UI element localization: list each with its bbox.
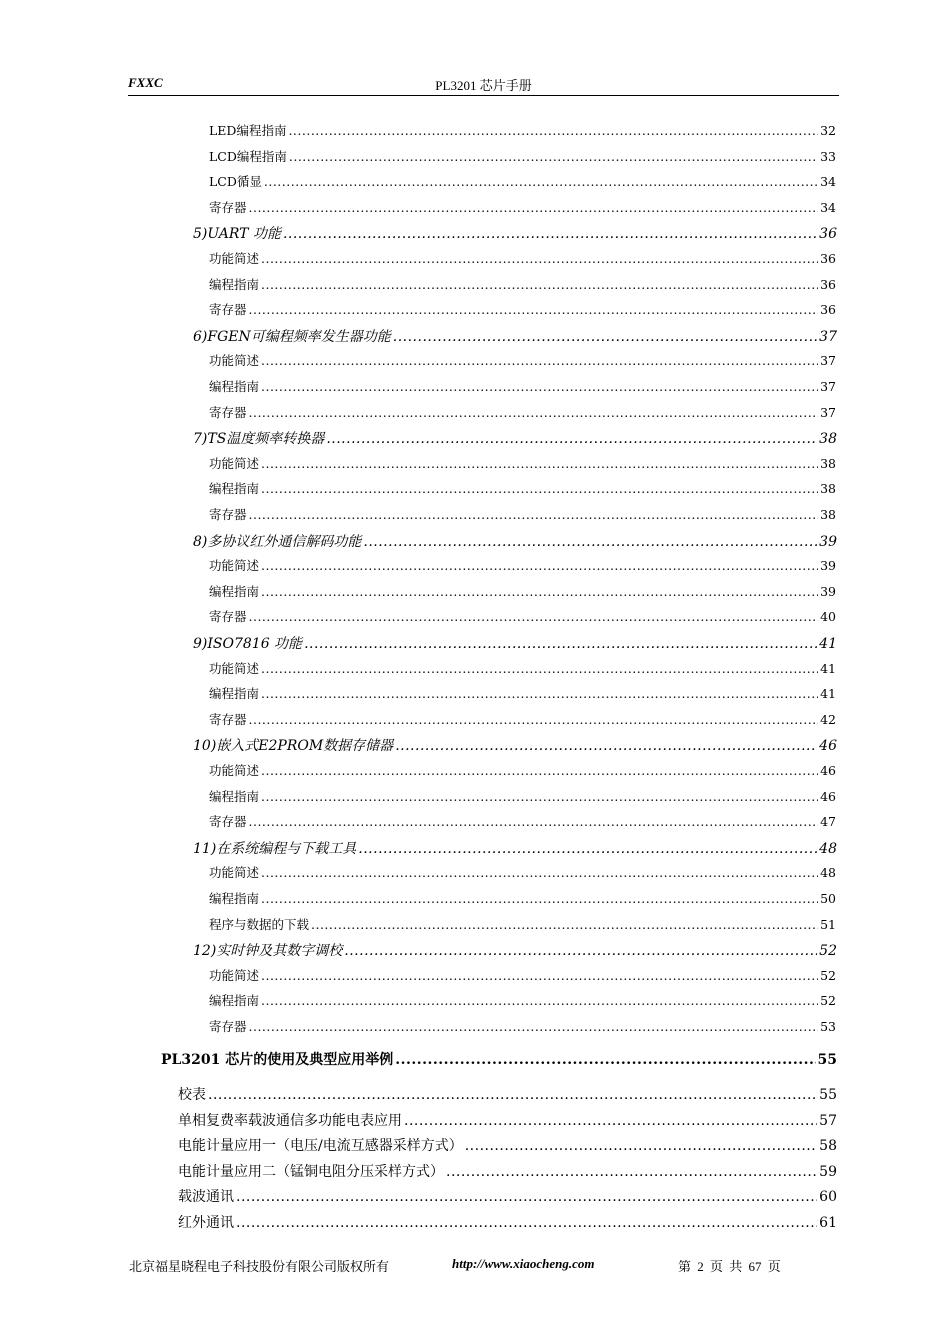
toc-entry-page: 34 (820, 174, 836, 190)
company-logo: FXXC (128, 75, 163, 90)
toc-entry[interactable] (193, 326, 837, 346)
toc-entry-label: 电能计量应用一（电压/电流互感器采样方式） (178, 1138, 463, 1155)
toc-entry-page: 59 (819, 1163, 837, 1180)
toc-entry[interactable] (209, 966, 836, 984)
dot-leader (261, 993, 818, 1008)
dot-leader (249, 1019, 819, 1034)
toc-entry[interactable] (209, 172, 836, 190)
toc-entry[interactable] (209, 659, 836, 677)
dot-leader (249, 712, 819, 727)
dot-leader (261, 584, 818, 599)
dot-leader (261, 481, 818, 496)
dot-leader (261, 763, 818, 778)
toc-entry-page: 48 (820, 865, 836, 881)
toc-entry[interactable] (209, 479, 836, 497)
toc-entry-page: 55 (819, 1087, 837, 1103)
toc-entry-number: 10) (193, 738, 217, 755)
toc-entry-label: 编程指南 (209, 583, 260, 599)
dot-leader (446, 1164, 817, 1180)
page-header (128, 75, 839, 96)
toc-entry-label: 载波通讯 (178, 1189, 234, 1206)
dot-leader (404, 1113, 817, 1129)
toc-entry[interactable] (209, 787, 836, 805)
copyright-notice: 北京福星晓程电子科技股份有限公司版权所有 (129, 1259, 390, 1274)
toc-entry-label: LCD循显 (209, 174, 262, 190)
dot-leader (261, 865, 818, 880)
toc-entry-label: 寄存器 (209, 507, 247, 522)
toc-entry[interactable] (209, 607, 836, 625)
toc-entry-page: 61 (819, 1215, 837, 1231)
toc-entry[interactable] (193, 735, 837, 755)
toc-entry[interactable] (178, 1110, 837, 1130)
toc-entry-page: 37 (820, 353, 836, 369)
toc-entry-label: 寄存器 (209, 609, 247, 625)
toc-entry-label: 编程指南 (209, 481, 260, 497)
toc-entry[interactable] (209, 198, 836, 216)
toc-entry-page: 39 (819, 533, 837, 550)
toc-entry[interactable] (209, 147, 836, 165)
toc-entry-page: 42 (820, 711, 836, 727)
toc-entry[interactable] (209, 300, 836, 318)
toc-entry[interactable] (209, 761, 836, 779)
toc-entry-page: 50 (820, 891, 836, 906)
toc-entry-label: 功能简述 (209, 558, 260, 574)
dot-leader (208, 1087, 817, 1103)
toc-entry-number: 11) (193, 840, 217, 857)
toc-entry-label: 编程指南 (209, 788, 260, 804)
toc-entry-page: 46 (820, 763, 836, 778)
toc-entry-number: 9) (193, 636, 208, 652)
toc-entry-label: 实时钟及其数字调校 (216, 943, 343, 960)
toc-entry-page: 52 (820, 993, 836, 1009)
toc-entry-page: 57 (819, 1112, 837, 1129)
toc-entry[interactable] (209, 915, 836, 933)
toc-entry[interactable] (209, 889, 836, 907)
toc-entry-page: 36 (820, 251, 836, 266)
dot-leader (264, 174, 818, 189)
toc-entry-page: 38 (820, 507, 836, 522)
toc-entry-label: LED编程指南 (209, 123, 287, 138)
toc-entry-page: 33 (820, 148, 836, 164)
dot-leader (236, 1189, 817, 1205)
dot-leader (261, 251, 818, 266)
toc-entry[interactable] (209, 454, 836, 472)
toc-entry[interactable] (193, 428, 837, 448)
toc-entry[interactable] (209, 1017, 836, 1035)
toc-entry[interactable] (178, 1084, 837, 1104)
toc-entry-label: 嵌入式E2PROM数据存储器 (216, 738, 394, 755)
toc-entry-page: 32 (820, 123, 836, 138)
toc-entry[interactable] (178, 1212, 837, 1232)
toc-entry[interactable] (178, 1161, 837, 1181)
toc-entry-page: 58 (819, 1138, 837, 1155)
toc-entry-page: 52 (819, 943, 837, 960)
dot-leader (363, 534, 817, 550)
toc-entry-page: 46 (819, 738, 837, 755)
toc-entry-label: TS温度频率转换器 (207, 431, 325, 448)
toc-entry-label: 寄存器 (209, 1019, 247, 1034)
toc-entry-page: 36 (819, 226, 837, 243)
toc-entry-label: 寄存器 (209, 711, 247, 727)
toc-entry-label: 功能简述 (209, 967, 260, 983)
toc-entry-label: 单相复费率载波通信多功能电表应用 (178, 1112, 402, 1129)
toc-entry-page: 38 (819, 431, 837, 448)
page-number: 第 2 页 共 67 页 (678, 1259, 781, 1274)
toc-entry-page: 37 (820, 404, 836, 420)
toc-entry[interactable] (209, 275, 836, 293)
dot-leader (261, 353, 818, 368)
toc-entry[interactable] (209, 863, 836, 881)
dot-leader (289, 149, 818, 164)
toc-entry-label: 编程指南 (209, 276, 260, 292)
toc-entry[interactable] (209, 710, 836, 728)
toc-entry-label: 红外通讯 (178, 1215, 234, 1231)
toc-entry-number: 8) (193, 533, 208, 550)
dot-leader (311, 917, 818, 932)
toc-entry-label: 功能简述 (209, 763, 260, 778)
toc-entry-page: 47 (820, 814, 836, 830)
dot-leader (465, 1138, 817, 1154)
toc-entry-label: 功能简述 (209, 353, 260, 369)
toc-entry-label: LCD编程指南 (209, 148, 287, 164)
toc-entry-label: 电能计量应用二（锰铜电阻分压采样方式） (178, 1163, 444, 1180)
toc-entry[interactable] (209, 121, 836, 139)
dot-leader (393, 329, 817, 345)
toc-entry-page: 52 (820, 967, 836, 983)
toc-entry-page: 41 (820, 660, 836, 676)
toc-entry-label: 功能简述 (209, 660, 260, 676)
toc-entry-page: 48 (819, 840, 837, 857)
toc-entry-label: 编程指南 (209, 379, 260, 394)
toc-entry-number: 7) (193, 431, 208, 448)
document-title: PL3201 芯片手册 (435, 78, 532, 93)
toc-entry-label: PL3201 芯片的使用及典型应用举例 (161, 1052, 394, 1068)
toc-entry-page: 40 (820, 609, 836, 625)
dot-leader (395, 738, 817, 754)
toc-entry-label: FGEN可编程频率发生器功能 (207, 328, 391, 345)
toc-entry-number: 12) (193, 943, 217, 960)
toc-entry-page: 39 (820, 583, 836, 599)
dot-leader (261, 968, 818, 983)
toc-entry-page: 41 (820, 686, 836, 702)
toc-entry-label: 在系统编程与下载工具 (216, 840, 357, 857)
toc-entry[interactable] (193, 531, 837, 551)
toc-entry-page: 46 (820, 788, 836, 804)
toc-entry-page: 37 (819, 328, 837, 345)
toc-entry-label: 功能简述 (209, 455, 260, 471)
toc-entry-page: 36 (820, 302, 836, 318)
toc-entry-label: 校表 (178, 1087, 206, 1103)
toc-entry-label: ISO7816 功能 (207, 636, 303, 652)
toc-entry-page: 51 (820, 916, 836, 932)
toc-entry-number: 5) (193, 226, 208, 243)
dot-leader (288, 123, 818, 138)
toc-entry-page: 36 (820, 276, 836, 292)
toc-entry[interactable] (193, 838, 837, 858)
toc-entry-label: 编程指南 (209, 993, 260, 1009)
dot-leader (395, 1052, 815, 1068)
toc-entry-page: 41 (819, 636, 837, 652)
toc-entry-label: 寄存器 (209, 814, 247, 830)
dot-leader (249, 302, 819, 317)
dot-leader (249, 405, 819, 420)
dot-leader (261, 891, 818, 906)
dot-leader (261, 686, 818, 701)
toc-entry[interactable] (209, 505, 836, 523)
toc-entry[interactable] (209, 556, 836, 574)
toc-entry[interactable] (161, 1049, 837, 1069)
toc-entry-label: 功能简述 (209, 865, 260, 881)
toc-entry-label: 程序与数据的下载 (209, 916, 310, 932)
dot-leader (249, 200, 819, 215)
toc-entry[interactable] (209, 351, 836, 369)
toc-entry-label: 寄存器 (209, 199, 247, 215)
toc-entry[interactable] (209, 812, 836, 830)
toc-entry[interactable] (209, 377, 836, 395)
dot-leader (249, 507, 819, 522)
dot-leader (261, 379, 818, 394)
dot-leader (261, 456, 818, 471)
toc-entry[interactable] (193, 223, 837, 243)
toc-entry[interactable] (209, 582, 836, 600)
toc-entry-label: 寄存器 (209, 404, 247, 420)
toc-entry[interactable] (178, 1186, 837, 1206)
toc-entry-page: 55 (817, 1052, 837, 1068)
dot-leader (326, 431, 817, 447)
toc-entry-page: 60 (819, 1189, 837, 1206)
toc-entry[interactable] (209, 249, 836, 267)
dot-leader (261, 661, 818, 676)
toc-entry-page: 38 (820, 455, 836, 471)
toc-entry-page: 39 (820, 558, 836, 574)
dot-leader (261, 558, 818, 573)
toc-entry-label: 编程指南 (209, 686, 260, 702)
dot-leader (283, 226, 817, 242)
dot-leader (236, 1215, 817, 1231)
toc-entry-number: 6) (193, 328, 208, 345)
toc-entry-page: 34 (820, 199, 836, 215)
dot-leader (344, 943, 817, 959)
toc-entry[interactable] (193, 940, 837, 960)
dot-leader (358, 841, 817, 857)
website-link[interactable]: http://www.xiaocheng.com (452, 1256, 595, 1271)
dot-leader (249, 814, 819, 829)
dot-leader (261, 789, 818, 804)
toc-entry[interactable] (209, 991, 836, 1009)
toc-entry[interactable] (209, 684, 836, 702)
dot-leader (261, 277, 818, 292)
dot-leader (249, 609, 819, 624)
toc-entry-label: UART 功能 (207, 226, 281, 243)
toc-entry-page: 37 (820, 379, 836, 394)
toc-entry-label: 寄存器 (209, 302, 247, 318)
toc-entry-label: 编程指南 (209, 891, 260, 906)
toc-entry-page: 53 (820, 1019, 836, 1034)
toc-entry[interactable] (193, 633, 837, 653)
toc-entry-label: 功能简述 (209, 251, 260, 266)
toc-entry-page: 38 (820, 481, 836, 497)
page-footer (0, 1256, 950, 1276)
toc-entry[interactable] (178, 1135, 837, 1155)
toc-entry-label: 多协议红外通信解码功能 (207, 533, 362, 550)
dot-leader (304, 636, 817, 652)
toc-entry[interactable] (209, 403, 836, 421)
